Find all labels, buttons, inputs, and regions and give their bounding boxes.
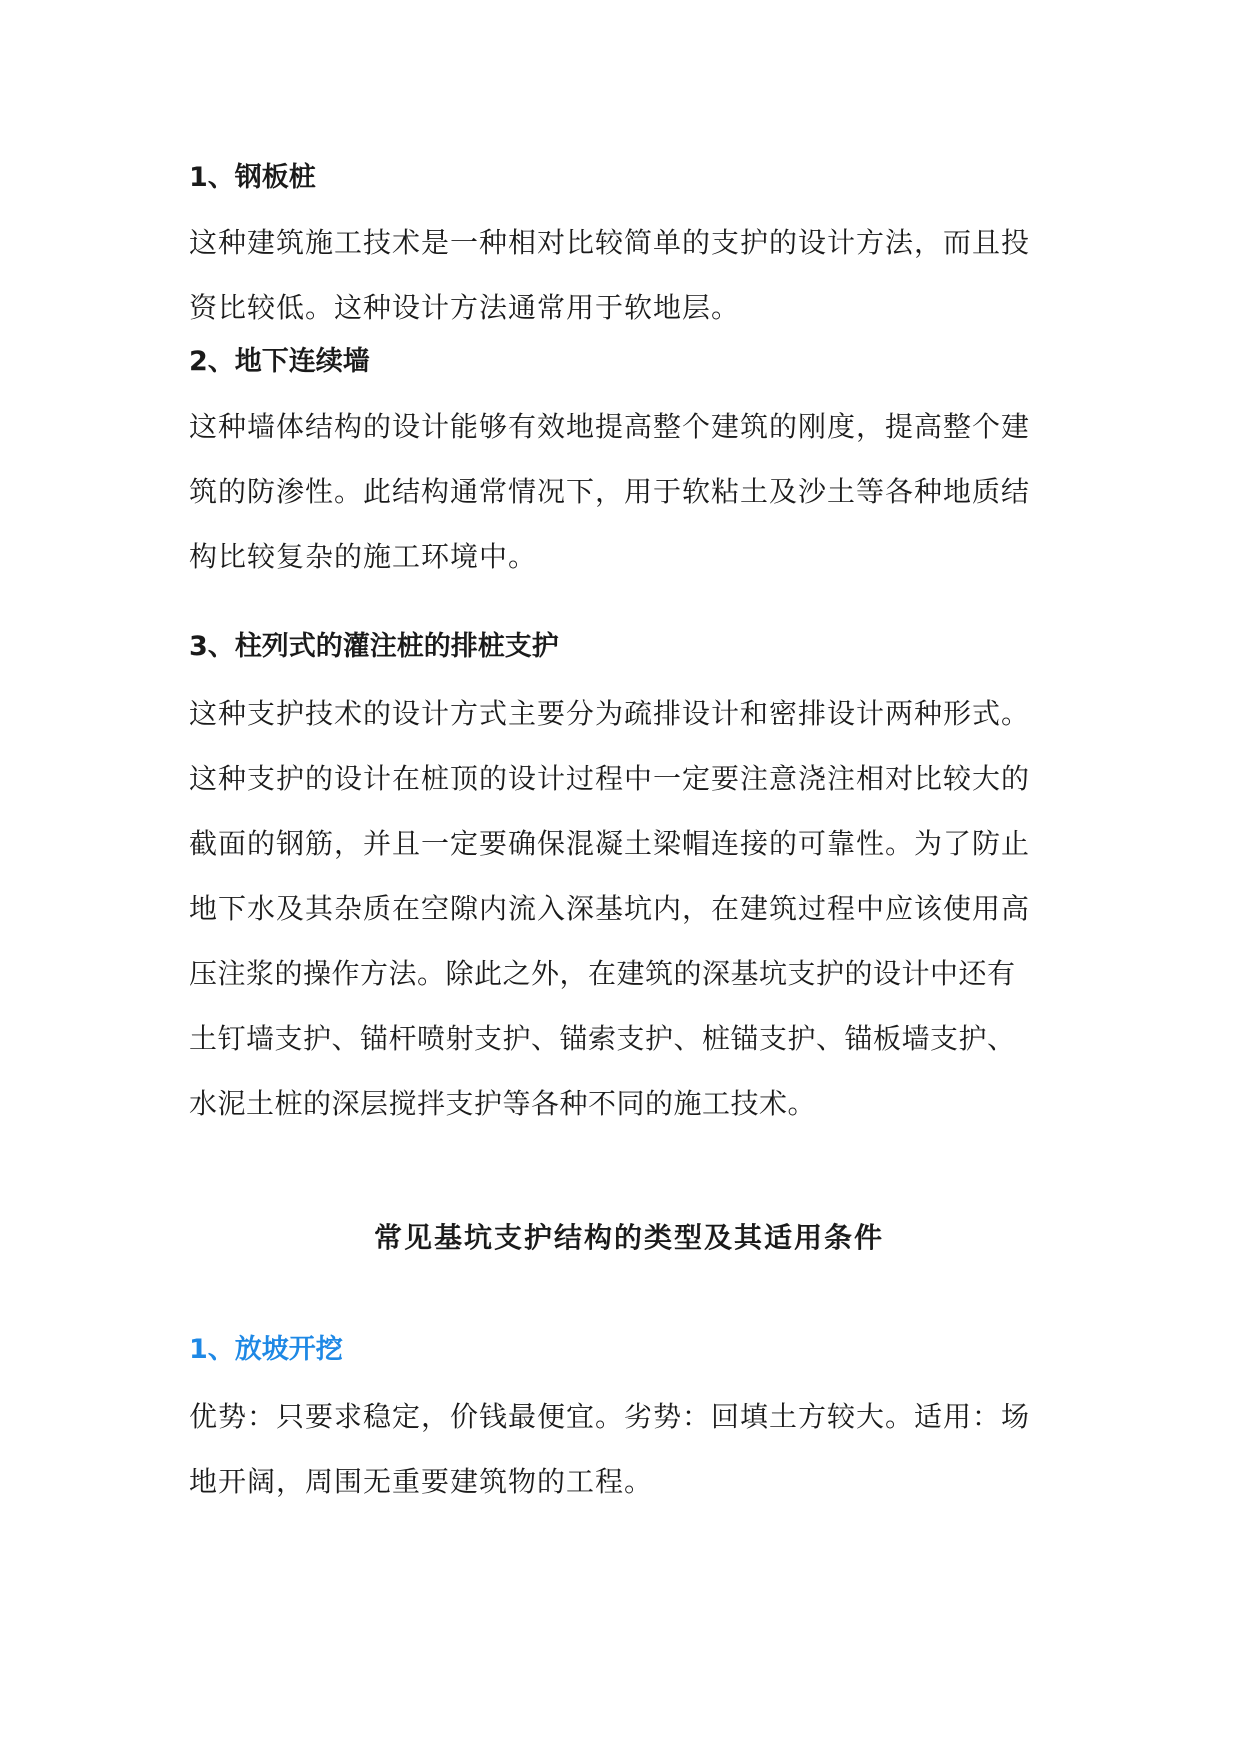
paragraph-line: 截面的钢筋，并且一定要确保混凝土梁帽连接的可靠性。为了防止 bbox=[189, 827, 1031, 860]
paragraph-line: 这种支护技术的设计方式主要分为疏排设计和密排设计两种形式。 bbox=[189, 697, 1031, 730]
heading-steel-sheet-pile: 1、钢板桩 bbox=[189, 162, 316, 193]
paragraph-line: 优势：只要求稳定，价钱最便宜。劣势：回填土方较大。适用：场 bbox=[189, 1400, 1031, 1433]
paragraph-line: 这种墙体结构的设计能够有效地提高整个建筑的刚度，提高整个建 bbox=[189, 410, 1031, 443]
paragraph-bored-pile-support bbox=[189, 681, 1069, 1136]
paragraph-line: 构比较复杂的施工环境中。 bbox=[189, 540, 538, 573]
document-page bbox=[189, 162, 1069, 1514]
paragraph-steel-sheet-pile bbox=[189, 210, 1069, 340]
heading-slope-excavation: 1、放坡开挖 bbox=[189, 1334, 343, 1365]
paragraph-line: 筑的防渗性。此结构通常情况下，用于软粘土及沙土等各种地质结 bbox=[189, 475, 1031, 508]
paragraph-slope-excavation bbox=[189, 1384, 1069, 1514]
paragraph-line: 土钉墙支护、锚杆喷射支护、锚索支护、桩锚支护、锚板墙支护、 bbox=[189, 1022, 1016, 1055]
paragraph-line: 地开阔，周围无重要建筑物的工程。 bbox=[189, 1465, 654, 1498]
paragraph-line: 资比较低。这种设计方法通常用于软地层。 bbox=[189, 291, 741, 324]
heading-bored-pile-support: 3、柱列式的灌注桩的排桩支护 bbox=[189, 631, 559, 662]
section-title-support-types: 常见基坑支护结构的类型及其适用条件 bbox=[373, 1221, 884, 1254]
paragraph-line: 地下水及其杂质在空隙内流入深基坑内，在建筑过程中应该使用高 bbox=[189, 892, 1031, 925]
paragraph-line: 压注浆的操作方法。除此之外，在建筑的深基坑支护的设计中还有 bbox=[189, 957, 1016, 990]
paragraph-line: 水泥土桩的深层搅拌支护等各种不同的施工技术。 bbox=[189, 1087, 817, 1120]
paragraph-line: 这种支护的设计在桩顶的设计过程中一定要注意浇注相对比较大的 bbox=[189, 762, 1031, 795]
paragraph-line: 这种建筑施工技术是一种相对比较简单的支护的设计方法，而且投 bbox=[189, 226, 1031, 259]
paragraph-diaphragm-wall bbox=[189, 394, 1069, 589]
heading-diaphragm-wall: 2、地下连续墙 bbox=[189, 346, 370, 377]
